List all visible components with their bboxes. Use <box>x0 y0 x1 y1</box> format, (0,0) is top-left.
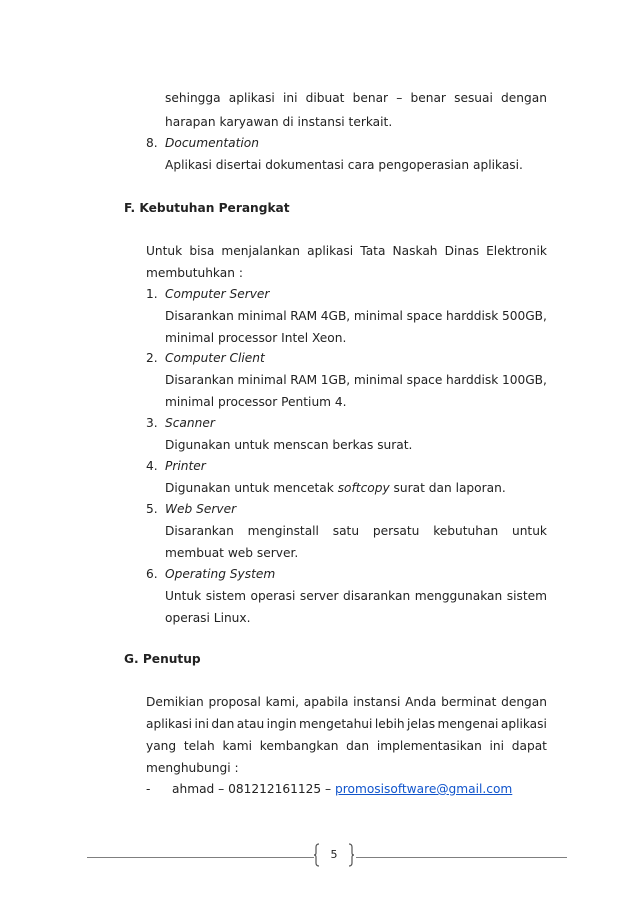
justified-word: sehingga <box>165 91 221 105</box>
justified-word: mengetahui <box>299 717 373 731</box>
justified-word: untuk <box>511 524 547 538</box>
justified-word: 100GB, <box>501 373 547 387</box>
justified-word: atau <box>236 717 265 731</box>
item-4-description <box>165 480 506 496</box>
justified-word: disarankan <box>343 589 411 603</box>
item-3-description: Digunakan untuk menscan berkas surat. <box>165 438 413 452</box>
justified-word: dan <box>211 717 235 731</box>
page-number: 5 <box>330 848 338 861</box>
justified-word: Dinas <box>444 244 479 258</box>
justified-word: harddisk <box>446 309 499 323</box>
item-8-title: Documentation <box>165 136 259 150</box>
justified-word: space <box>406 309 443 323</box>
section-f-intro-line-2: membutuhkan : <box>146 266 243 280</box>
justified-word: minimal <box>237 373 287 387</box>
item-5-number: 5. <box>146 502 158 516</box>
justified-word: kami, <box>265 695 300 709</box>
section-g-heading: G. Penutup <box>124 652 201 666</box>
justified-word: minimal <box>237 309 287 323</box>
justified-word: 4GB, <box>320 309 351 323</box>
section-g-paragraph-line-3 <box>146 738 547 754</box>
justified-word: benar <box>352 91 389 105</box>
justified-word: – <box>396 91 403 105</box>
justified-word: aplikasi <box>500 717 547 731</box>
section-f-heading: F. Kebutuhan Perangkat <box>124 201 290 215</box>
justified-word: kembangkan <box>259 739 339 753</box>
item-5-description-line-2: membuat web server. <box>165 546 299 560</box>
justified-word: jelas <box>407 717 436 731</box>
justified-word: ingin <box>266 717 297 731</box>
justified-word: Elektronik <box>486 244 547 258</box>
item-6-description-line-2: operasi Linux. <box>165 611 251 625</box>
justified-word: sesuai <box>454 91 493 105</box>
item-4-title: Printer <box>165 459 206 473</box>
item-6-description-line-1 <box>165 588 547 604</box>
contact-line <box>172 781 512 797</box>
justified-word: dapat <box>511 739 547 753</box>
justified-word: menggunakan <box>414 589 503 603</box>
justified-word: implementasikan <box>376 739 482 753</box>
justified-word: benar <box>410 91 446 105</box>
section-f-intro-line-1 <box>146 243 547 259</box>
justified-word: sistem <box>205 589 246 603</box>
continuation-line-1 <box>165 90 547 106</box>
continuation-line-2: harapan karyawan di instansi terkait. <box>165 115 393 129</box>
justified-word: dibuat <box>305 91 345 105</box>
item-6-number: 6. <box>146 567 158 581</box>
justified-word: menjalankan <box>221 244 300 258</box>
justified-word: proposal <box>208 695 261 709</box>
contact-bullet-dash: - <box>146 782 151 796</box>
justified-word: operasi <box>250 589 296 603</box>
footer-left-brace <box>313 843 320 867</box>
section-g-paragraph-line-4: menghubungi : <box>146 761 239 775</box>
item-1-title: Computer Server <box>165 287 270 301</box>
justified-word: sistem <box>506 589 547 603</box>
justified-word: lebih <box>374 717 405 731</box>
justified-word: kami <box>222 739 253 753</box>
justified-word: satu <box>332 524 360 538</box>
item-4-desc-pre: Digunakan untuk mencetak <box>165 481 338 495</box>
item-5-title: Web Server <box>165 502 237 516</box>
item-8-number: 8. <box>146 136 158 150</box>
justified-word: Tata <box>360 244 386 258</box>
justified-word: Disarankan <box>165 373 234 387</box>
footer-rule-right <box>356 857 567 858</box>
justified-word: 1GB, <box>320 373 351 387</box>
justified-word: yang <box>146 739 177 753</box>
justified-word: Untuk <box>165 589 202 603</box>
justified-word: Disarankan <box>165 309 234 323</box>
item-3-title: Scanner <box>165 416 215 430</box>
justified-word: instansi <box>353 695 401 709</box>
justified-word: aplikasi <box>146 717 193 731</box>
item-3-number: 3. <box>146 416 158 430</box>
justified-word: Anda <box>405 695 437 709</box>
justified-word: mengenai <box>437 717 499 731</box>
item-4-desc-softcopy: softcopy <box>337 481 390 495</box>
justified-word: ini <box>194 717 209 731</box>
item-1-description-line-2: minimal processor Intel Xeon. <box>165 331 347 345</box>
item-5-description-line-1 <box>165 523 547 539</box>
contact-name-phone: ahmad – 081212161125 – <box>172 782 336 796</box>
justified-word: telah <box>183 739 215 753</box>
justified-word: ini <box>489 739 505 753</box>
justified-word: kebutuhan <box>433 524 499 538</box>
justified-word: dan <box>346 739 370 753</box>
justified-word: harddisk <box>446 373 499 387</box>
justified-word: dengan <box>501 695 547 709</box>
justified-word: Naskah <box>392 244 438 258</box>
contact-email-link[interactable]: promosisoftware@gmail.com <box>335 782 513 796</box>
footer-right-brace <box>348 843 355 867</box>
justified-word: aplikasi <box>307 244 354 258</box>
item-2-description-line-1 <box>165 372 547 388</box>
item-1-description-line-1 <box>165 308 547 324</box>
justified-word: RAM <box>290 373 318 387</box>
justified-word: Disarankan <box>165 524 234 538</box>
justified-word: aplikasi <box>228 91 275 105</box>
justified-word: Demikian <box>146 695 204 709</box>
item-2-description-line-2: minimal processor Pentium 4. <box>165 395 347 409</box>
footer-rule-left <box>87 857 314 858</box>
item-4-number: 4. <box>146 459 158 473</box>
justified-word: 500GB, <box>501 309 547 323</box>
justified-word: Untuk <box>146 244 183 258</box>
item-6-title: Operating System <box>165 567 276 581</box>
item-2-title: Computer Client <box>165 351 265 365</box>
justified-word: menginstall <box>247 524 319 538</box>
justified-word: RAM <box>290 309 318 323</box>
justified-word: apabila <box>303 695 349 709</box>
item-4-desc-post: surat dan laporan. <box>389 481 506 495</box>
justified-word: ini <box>282 91 298 105</box>
justified-word: space <box>406 373 443 387</box>
justified-word: persatu <box>372 524 420 538</box>
section-g-paragraph-line-2 <box>146 716 547 732</box>
justified-word: minimal <box>353 309 403 323</box>
item-1-number: 1. <box>146 287 158 301</box>
item-2-number: 2. <box>146 351 158 365</box>
justified-word: server <box>299 589 339 603</box>
justified-word: dengan <box>501 91 547 105</box>
section-g-paragraph-line-1 <box>146 694 547 710</box>
justified-word: bisa <box>189 244 215 258</box>
justified-word: berminat <box>441 695 497 709</box>
item-8-description: Aplikasi disertai dokumentasi cara pengoperasian aplikasi. <box>165 158 523 172</box>
justified-word: minimal <box>353 373 403 387</box>
